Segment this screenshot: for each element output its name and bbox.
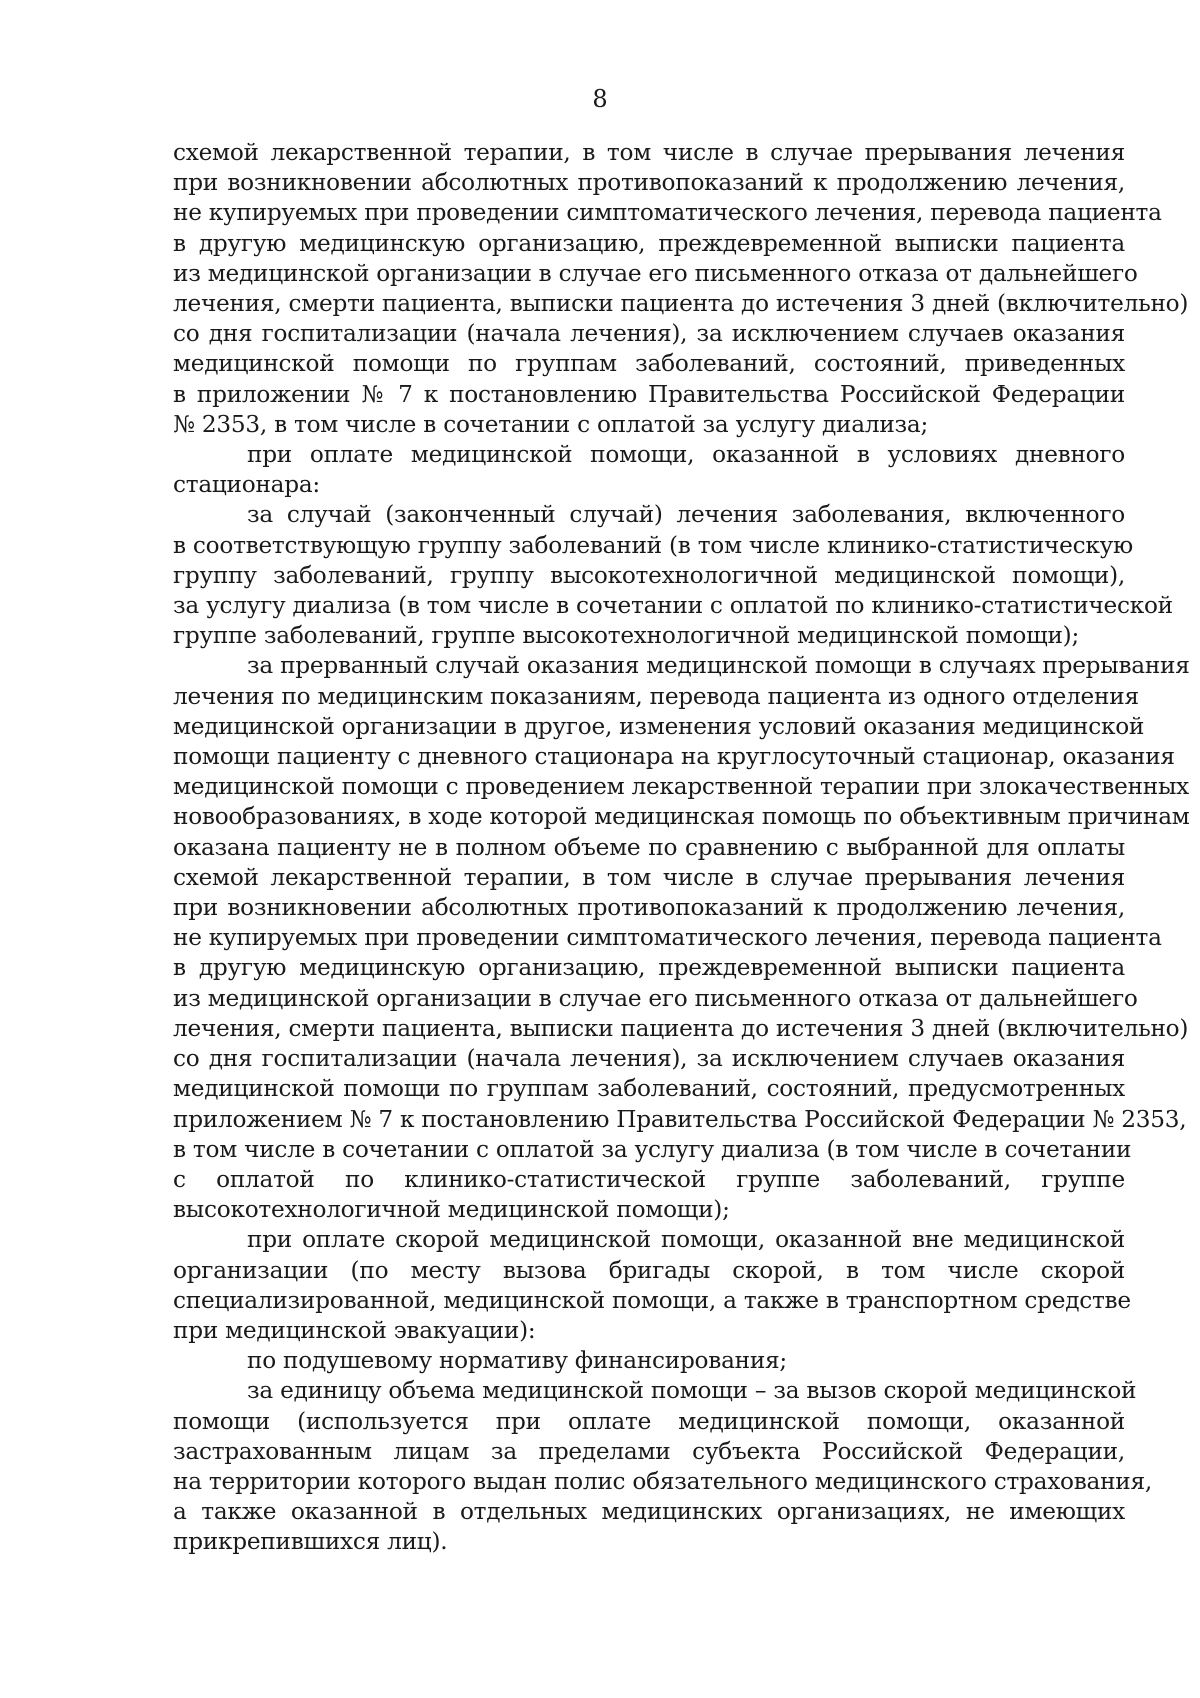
text-line: высокотехнологичной медицинской помощи); [173,1196,730,1224]
text-line: за единицу объема медицинской помощи – за вызов скорой медицинской [247,1377,1137,1405]
text-line: при возникновении абсолютных противопоказаний к продолжению лечения, [173,894,1125,922]
text-line: медицинской помощи по группам заболеваний, состояний, предусмотренных [173,1075,1125,1103]
text-line: по подушевому нормативу финансирования; [247,1347,787,1375]
text-line: медицинской помощи с проведением лекарственной терапии при злокачественных [173,773,1190,801]
text-line: схемой лекарственной терапии, в том числе в случае прерывания лечения [173,863,1125,891]
text-line: помощи пациенту с дневного стационара на круглосуточный стационар, оказания [173,743,1175,771]
text-line: застрахованным лицам за пределами субъекта Российской Федерации, [173,1437,1125,1465]
text-line: лечения, смерти пациента, выписки пациента до истечения 3 дней (включительно) [173,1014,1189,1042]
text-line: приложением № 7 к постановлению Правительства Российской Федерации № 2353, [173,1105,1187,1133]
text-line: не купируемых при проведении симптоматического лечения, перевода пациента [173,924,1162,952]
text-line: группе заболеваний, группе высокотехнологичной медицинской помощи); [173,622,1080,650]
text-line: стационара: [173,471,320,499]
text-line: новообразованиях, в ходе которой медицинская помощь по объективным причинам [173,803,1190,831]
text-line: в другую медицинскую организацию, преждевременной выписки пациента [173,229,1125,257]
text-line: при возникновении абсолютных противопоказаний к продолжению лечения, [173,169,1125,197]
text-line: в другую медицинскую организацию, преждевременной выписки пациента [173,954,1125,982]
text-line: из медицинской организации в случае его письменного отказа от дальнейшего [173,984,1138,1012]
text-line: оказана пациенту не в полном объеме по сравнению с выбранной для оплаты [173,833,1125,861]
text-line: № 2353, в том числе в сочетании с оплатой за услугу диализа; [173,410,929,438]
text-line: на территории которого выдан полис обязательного медицинского страхования, [173,1467,1153,1495]
text-line: из медицинской организации в случае его письменного отказа от дальнейшего [173,259,1138,287]
text-line: со дня госпитализации (начала лечения), за исключением случаев оказания [173,320,1125,348]
text-line: лечения по медицинским показаниям, перевода пациента из одного отделения [173,682,1139,710]
text-line: медицинской организации в другое, изменения условий оказания медицинской [173,712,1145,740]
text-line: медицинской помощи по группам заболеваний, состояний, приведенных [173,350,1125,378]
text-line: за прерванный случай оказания медицинской помощи в случаях прерывания [247,652,1190,680]
text-line: специализированной, медицинской помощи, а также в транспортном средстве [173,1286,1131,1314]
text-line: помощи (используется при оплате медицинской помощи, оказанной [173,1407,1125,1435]
text-line: а также оказанной в отдельных медицинских организациях, не имеющих [173,1498,1125,1526]
document-body [173,138,1190,1558]
text-line: группу заболеваний, группу высокотехнологичной медицинской помощи), [173,561,1125,589]
text-line: за случай (законченный случай) лечения заболевания, включенного [247,501,1125,529]
text-line: в приложении № 7 к постановлению Правительства Российской Федерации [173,380,1125,408]
text-line: организации (по месту вызова бригады скорой, в том числе скорой [173,1256,1125,1284]
text-line: при медицинской эвакуации): [173,1316,536,1344]
text-line: не купируемых при проведении симптоматического лечения, перевода пациента [173,199,1162,227]
text-line: в соответствующую группу заболеваний (в том числе клинико-статистическую [173,531,1133,559]
text-line: с оплатой по клинико-статистической группе заболеваний, группе [173,1165,1125,1193]
text-line: при оплате скорой медицинской помощи, оказанной вне медицинской [247,1226,1125,1254]
text-line: за услугу диализа (в том числе в сочетании с оплатой по клинико-статистической [173,592,1173,620]
text-line: прикрепившихся лиц). [173,1528,448,1556]
text-line: со дня госпитализации (начала лечения), за исключением случаев оказания [173,1045,1125,1073]
text-line: в том числе в сочетании с оплатой за услугу диализа (в том числе в сочетании [173,1135,1132,1163]
page-number: 8 [592,85,608,113]
text-line: при оплате медицинской помощи, оказанной в условиях дневного [247,441,1125,469]
text-line: схемой лекарственной терапии, в том числе в случае прерывания лечения [173,139,1125,166]
text-line: лечения, смерти пациента, выписки пациента до истечения 3 дней (включительно) [173,290,1189,318]
